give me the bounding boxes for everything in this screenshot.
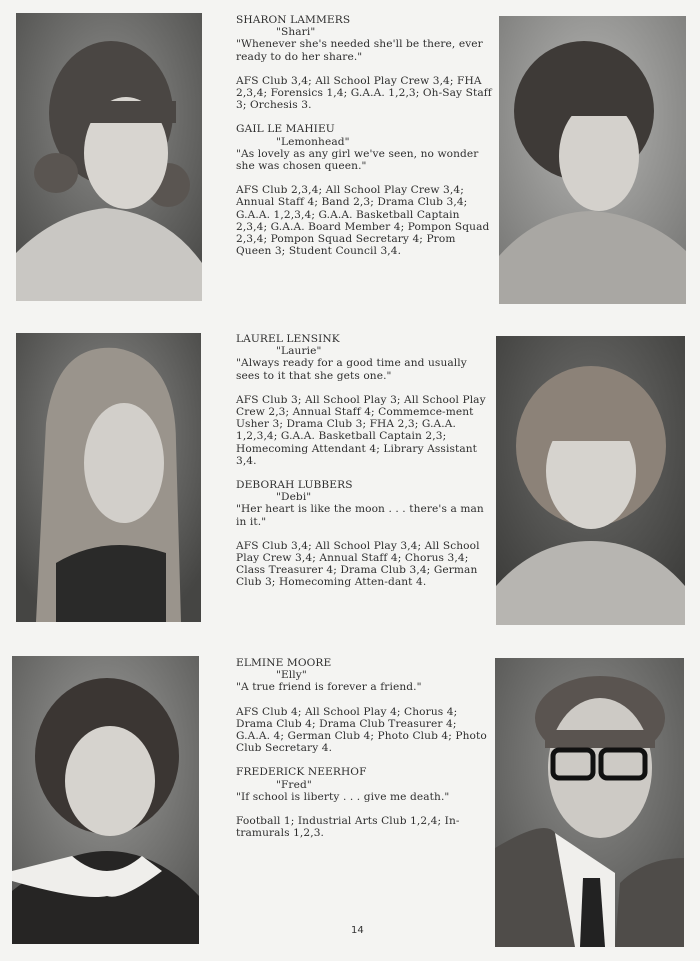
portrait-photo-sharon-lammers	[16, 13, 202, 301]
student-nickname: "Elly"	[276, 669, 307, 682]
portrait-photo-elmine-moore	[12, 656, 199, 944]
bio-column-row-3	[236, 657, 492, 839]
student-quote: "Her heart is like the moon . . . there's a man in it."	[236, 503, 484, 528]
student-quote: "A true friend is forever a friend."	[236, 681, 422, 694]
student-entry	[236, 479, 492, 589]
student-entry	[236, 123, 492, 257]
student-entry	[236, 766, 492, 839]
student-activities: AFS Club 3,4; All School Play 3,4; All School Play Crew 3,4; Annual Staff 4; Chorus 3,4; Class Treasurer 4; Drama Club 3,4; German Club 3; Homecoming Atten-dant 4.	[236, 539, 480, 589]
student-name: GAIL LE MAHIEU	[236, 123, 335, 136]
student-entry	[236, 14, 492, 111]
student-activities: AFS Club 3; All School Play 3; All School Play Crew 2,3; Annual Staff 4; Commemce-ment Usher 3; Drama Club 3; FHA 2,3; G.A.A. 1,2,3,4; G.A.A. Basketball Captain 2,3; Homecoming Attendant 4; Library Assistant 3,4.	[236, 393, 486, 467]
student-nickname: "Fred"	[276, 778, 312, 791]
student-activities: AFS Club 4; All School Play 4; Chorus 4; Drama Club 4; Drama Club Treasurer 4; G.A.A. 4; German Club 4; Photo Club 4; Photo Club Secretary 4.	[236, 705, 487, 755]
bio-column-row-2	[236, 333, 492, 589]
student-name: FREDERICK NEERHOF	[236, 766, 367, 779]
student-activities: Football 1; Industrial Arts Club 1,2,4; In-tramurals 1,2,3.	[236, 815, 460, 840]
student-quote: "Always ready for a good time and usually sees to it that she gets one."	[236, 357, 467, 382]
student-nickname: "Laurie"	[276, 345, 322, 358]
student-entry	[236, 657, 492, 754]
portrait-photo-frederick-neerhof	[495, 658, 684, 947]
portrait-photo-laurel-lensink	[16, 333, 201, 622]
student-activities: AFS Club 2,3,4; All School Play Crew 3,4; Annual Staff 4; Band 2,3; Drama Club 3,4; G.A.A. 1,2,3,4; G.A.A. Basketball Captain 2,3,4; G.A.A. Board Member 4; Pompon Squad 2,3,4; Pompon Squad Secretary 4; Prom Queen 3; Student Council 3,4.	[236, 184, 490, 258]
student-name: LAUREL LENSINK	[236, 333, 340, 345]
student-quote: "As lovely as any girl we've seen, no wonder she was chosen queen."	[236, 147, 479, 173]
student-quote: "If school is liberty . . . give me death."	[236, 790, 450, 803]
student-name: ELMINE MOORE	[236, 657, 332, 669]
student-quote: "Whenever she's needed she'll be there, ever ready to do her share."	[236, 38, 483, 63]
student-activities: AFS Club 3,4; All School Play Crew 3,4; FHA 2,3,4; Forensics 1,4; G.A.A. 1,2,3; Oh-Say Staff 3; Orchesis 3.	[236, 74, 492, 112]
student-entry	[236, 333, 492, 467]
bio-column-row-1	[236, 14, 492, 257]
portrait-photo-gail-le-mahieu	[499, 16, 686, 304]
student-nickname: "Shari"	[276, 26, 316, 39]
student-name: DEBORAH LUBBERS	[236, 479, 353, 492]
student-nickname: "Debi"	[276, 491, 312, 504]
student-name: SHARON LAMMERS	[236, 14, 351, 26]
page-number: 14	[351, 925, 364, 936]
portrait-photo-deborah-lubbers	[496, 336, 685, 625]
student-nickname: "Lemonhead"	[276, 135, 350, 148]
